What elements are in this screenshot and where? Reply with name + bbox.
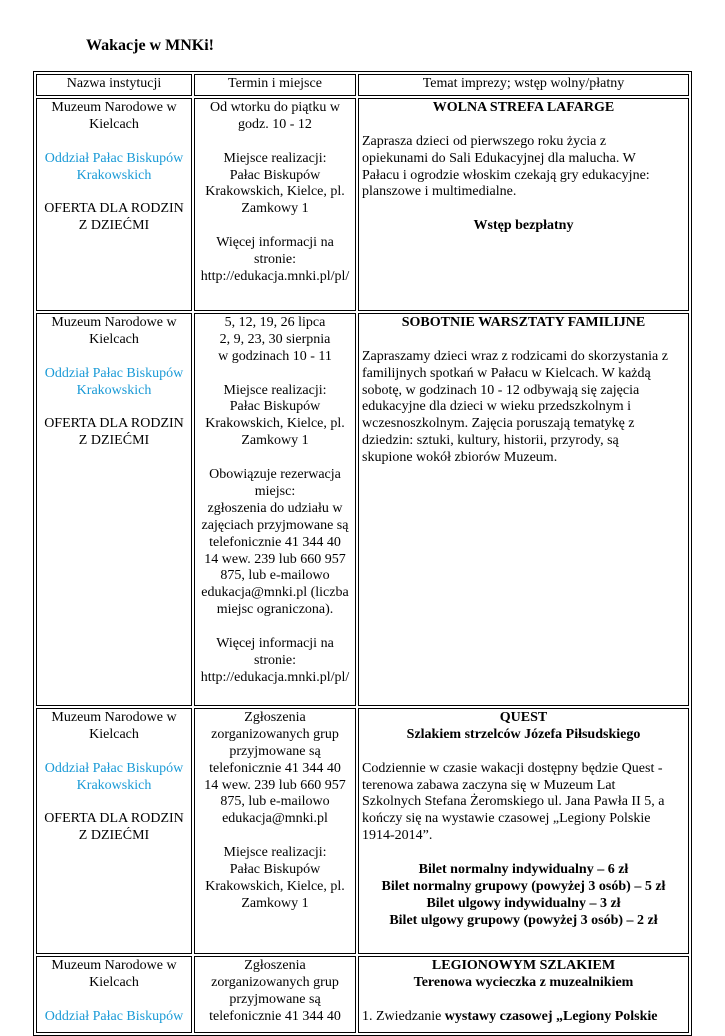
event-description-line: familijnych spotkań w Pałacu w Kielcach. W każdą — [362, 365, 651, 381]
event-description-line: Zapraszamy dzieci wraz z rodzicami do skorzystania z — [362, 348, 668, 364]
application-line: 14 wew. 239 lub 660 957 — [204, 777, 346, 793]
branch-name-line: Oddział Pałac Biskupów — [44, 365, 184, 381]
institution-cell — [36, 98, 192, 311]
event-title: WOLNA STREFA LAFARGE — [432, 99, 615, 115]
place-line: Zamkowy 1 — [241, 201, 309, 217]
price-line: Bilet ulgowy grupowy (powyżej 3 osób) – 2 zł — [389, 912, 658, 928]
more-info-line: stronie: — [254, 252, 296, 268]
table-row — [36, 313, 689, 706]
more-info-link[interactable]: http://edukacja.mnki.pl/pl/ — [200, 268, 350, 284]
application-line: telefonicznie 41 344 40 — [209, 1008, 341, 1024]
time-line: godz. 10 - 12 — [238, 116, 312, 132]
event-description-line: planszowe i multimedialne. — [362, 184, 517, 200]
offer-line: Z DZIEĆMI — [78, 828, 150, 844]
institution-name-line: Muzeum Narodowe w — [51, 99, 177, 115]
event-description-line: Codziennie w czasie wakacji dostępny będzie Quest - — [362, 760, 663, 776]
topic-cell — [358, 313, 689, 706]
price-line: Bilet ulgowy indywidualny – 3 zł — [426, 895, 621, 911]
topic-cell — [358, 956, 689, 1033]
event-item-line — [362, 1009, 685, 1026]
time-line: Od wtorku do piątku w — [210, 99, 340, 115]
offer-line: OFERTA DLA RODZIN — [44, 201, 184, 217]
header-topic: Temat imprezy; wstęp wolny/płatny — [358, 74, 689, 96]
application-line: Zgłoszenia — [244, 709, 306, 725]
place-line: Miejsce realizacji: — [223, 382, 327, 398]
date-place-cell — [194, 98, 356, 311]
more-info-link[interactable]: http://edukacja.mnki.pl/pl/ — [200, 669, 350, 685]
institution-name-line: Muzeum Narodowe w — [51, 957, 177, 973]
price-line: Bilet normalny indywidualny – 6 zł — [418, 862, 629, 878]
place-line: Krakowskich, Kielce, pl. — [205, 878, 345, 894]
event-description-line: 1914-2014”. — [362, 828, 433, 844]
event-title: SOBOTNIE WARSZTATY FAMILIJNE — [401, 314, 646, 330]
reservation-line: Obowiązuje rezerwacja — [209, 467, 341, 483]
branch-name-line: Krakowskich — [76, 382, 152, 398]
place-line: Miejsce realizacji: — [223, 150, 327, 166]
institution-name-line: Muzeum Narodowe w — [51, 314, 177, 330]
reservation-line: telefonicznie 41 344 40 — [209, 534, 341, 550]
event-item-bold: wystawy czasowej „Legiony Polskie — [444, 1008, 658, 1024]
table-row — [36, 98, 689, 311]
reservation-line: 14 wew. 239 lub 660 957 — [204, 551, 346, 567]
topic-cell — [358, 98, 689, 311]
events-table — [33, 71, 692, 1036]
date-place-cell — [194, 708, 356, 954]
offer-line: Z DZIEĆMI — [78, 218, 150, 234]
event-description-line: Pałacu i ogrodzie włoskim czekają gry edukacyjne: — [362, 167, 650, 183]
offer-line: OFERTA DLA RODZIN — [44, 811, 184, 827]
more-info-line: Więcej informacji na — [216, 636, 334, 652]
institution-name-line: Kielcach — [89, 116, 139, 132]
table-row — [36, 708, 689, 954]
application-line: przyjmowane są — [229, 743, 321, 759]
institution-cell — [36, 708, 192, 954]
institution-cell — [36, 313, 192, 706]
branch-name-line: Oddział Pałac Biskupów — [44, 760, 184, 776]
table-row — [36, 956, 689, 1033]
event-item-prefix: 1. Zwiedzanie — [362, 1008, 445, 1024]
event-description-line: skupione wokół zbiorów Muzeum. — [362, 450, 558, 466]
reservation-email-line[interactable]: edukacja@mnki.pl (liczba — [201, 585, 349, 601]
institution-name-line: Muzeum Narodowe w — [51, 709, 177, 725]
offer-line: OFERTA DLA RODZIN — [44, 416, 184, 432]
reservation-line: zgłoszenia do udziału w — [207, 500, 343, 516]
branch-name-line: Krakowskich — [76, 777, 152, 793]
more-info-line: Więcej informacji na — [216, 235, 334, 251]
place-line: Pałac Biskupów — [229, 167, 321, 183]
document-title: Wakacje w MNKi! — [86, 37, 214, 54]
event-description-line: kończy się na wystawie czasowej „Legiony Polskie — [362, 811, 651, 827]
place-line: Krakowskich, Kielce, pl. — [205, 416, 345, 432]
place-line: Krakowskich, Kielce, pl. — [205, 184, 345, 200]
topic-cell — [358, 708, 689, 954]
offer-line: Z DZIEĆMI — [78, 433, 150, 449]
price-line: Bilet normalny grupowy (powyżej 3 osób) – 5 zł — [381, 878, 666, 894]
place-line: Zamkowy 1 — [241, 433, 309, 449]
event-title: LEGIONOWYM SZLAKIEM — [431, 957, 616, 973]
place-line: Pałac Biskupów — [229, 399, 321, 415]
entry-info: Wstęp bezpłatny — [473, 218, 574, 234]
reservation-line: 875, lub e-mailowo — [220, 568, 330, 584]
event-description-line: edukacyjne dla dzieci w wieku przedszkolnym i — [362, 399, 632, 415]
institution-name-line: Kielcach — [89, 331, 139, 347]
place-line: Zamkowy 1 — [241, 895, 309, 911]
date-place-cell — [194, 313, 356, 706]
event-description-line: terenowa zabawa zaczyna się w Muzeum Lat — [362, 777, 616, 793]
date-place-cell — [194, 956, 356, 1033]
event-description-line: dziedzin: sztuki, kultury, historii, przyrody, są — [362, 433, 619, 449]
reservation-line: zajęciach przyjmowane są — [201, 517, 349, 533]
application-line: przyjmowane są — [229, 991, 321, 1007]
header-institution: Nazwa instytucji — [36, 74, 192, 96]
application-line: Zgłoszenia — [244, 957, 306, 973]
application-line: zorganizowanych grup — [211, 974, 339, 990]
event-description-line: wczesnoszkolnym. Zajęcia poruszają tematykę z — [362, 416, 635, 432]
application-line: 875, lub e-mailowo — [220, 794, 330, 810]
time-line: 2, 9, 23, 30 sierpnia — [219, 331, 331, 347]
reservation-line: miejsc ograniczona). — [216, 602, 334, 618]
application-line: zorganizowanych grup — [211, 726, 339, 742]
institution-name-line: Kielcach — [89, 974, 139, 990]
event-description-line: opiekunami do Sali Edukacyjnej dla malucha. W — [362, 150, 636, 166]
event-title: QUEST — [499, 709, 548, 725]
place-line: Pałac Biskupów — [229, 862, 321, 878]
institution-cell — [36, 956, 192, 1033]
event-description-line: Szkolnych Stefana Żeromskiego ul. Jana Pawła II 5, a — [362, 794, 665, 810]
event-subtitle: Szlakiem strzelców Józefa Piłsudskiego — [406, 726, 641, 742]
branch-name-line: Oddział Pałac Biskupów — [44, 1008, 184, 1024]
institution-name-line: Kielcach — [89, 726, 139, 742]
more-info-line: stronie: — [254, 652, 296, 668]
reservation-line: miejsc: — [254, 483, 296, 499]
place-line: Miejsce realizacji: — [223, 845, 327, 861]
time-line: 5, 12, 19, 26 lipca — [224, 314, 326, 330]
branch-name-line: Oddział Pałac Biskupów — [44, 150, 184, 166]
table-header-row — [36, 74, 689, 96]
event-description-line: Zaprasza dzieci od pierwszego roku życia z — [362, 133, 607, 149]
header-date-place: Termin i miejsce — [194, 74, 356, 96]
event-description-line: sobotę, w godzinach 10 - 12 odbywają się zajęcia — [362, 382, 640, 398]
branch-name-line: Krakowskich — [76, 167, 152, 183]
application-line: telefonicznie 41 344 40 — [209, 760, 341, 776]
time-line: w godzinach 10 - 11 — [218, 348, 332, 364]
application-email-line[interactable]: edukacja@mnki.pl — [222, 811, 328, 827]
event-subtitle: Terenowa wycieczka z muzealnikiem — [413, 974, 634, 990]
